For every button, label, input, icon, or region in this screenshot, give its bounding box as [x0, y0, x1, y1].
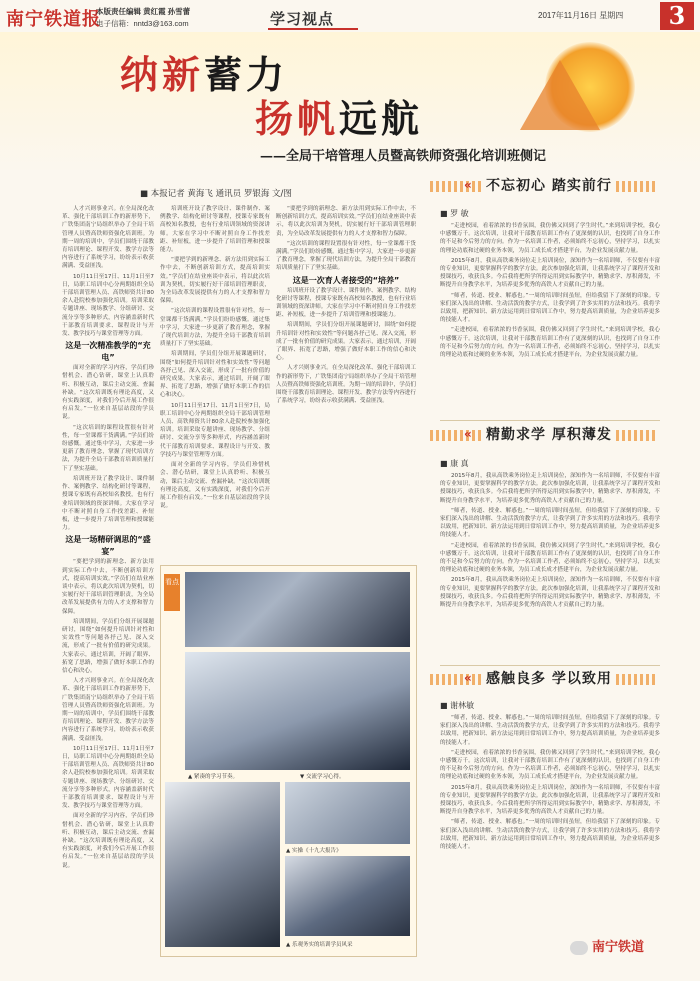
paragraph: 培训期间，学员们分组开展课题研讨，围绕“如何提升培训针对性和实效性”等问题各抒己见、深入交流，形成了一批有价值的研究成果。大家表示，通过培训，开阔了眼界、拓宽了思路，增强了做好本职工作的信心和决心。 [160, 351, 270, 399]
paragraph: “要把学到的新理念、新方法用到实际工作中去，不断创新培训方式，提高培训实效。”学员们在结业座谈中表示，将以此次培训为契机，切实履行好干部培训管理职责，为全局改革发展提供有力的人才支撑和智力保障。 [160, 257, 270, 305]
paragraph: “要把学到的新理念、新方法用到实际工作中去，不断创新培训方式，提高培训实效。”学员们在结业座谈中表示，将以此次培训为契机，切实履行好干部培训管理职责，为全局改革发展提供有力的人才支撑和智力保障。 [276, 206, 416, 237]
paragraph: 面对全新的学习内容，学员们珍惜机会、潜心钻研，课堂上认真聆听、积极互动，课后主动交流、查漏补缺。“这次培训既有理论高度，又有实践深度，对我们今后开展工作很有启发。”一位来自基层站段的学员说。 [62, 365, 154, 421]
caption-4: ▲ 乐观务实的培训学员风采 [286, 940, 410, 948]
paragraph: 培训期间，学员们分组开展课题研讨，围绕“如何提升培训针对性和实效性”等问题各抒己见、深入交流，形成了一批有价值的研究成果。大家表示，通过培训，开阔了眼界、拓宽了思路，增强了做好本职工作的信心和决心。 [276, 322, 416, 362]
headline-line-1: 纳新蓄力 [120, 52, 289, 97]
divider [440, 665, 660, 666]
chevron-icon: « [464, 178, 472, 192]
paragraph: 培训班开设了教学设计、课件制作、案例教学、结构化研讨等课程，授课专家既有高校知名教授，也有行业培训领域的资深讲师。大家在学习中不断对照自身工作找差距、补短板，进一步提升了培训管理和授课能力。 [276, 287, 416, 319]
paragraph: 人才兴则事业兴。在全局深化改革、强化干部培训工作的新形势下，广铁集团南宁局组织举办了全局干培管理人员暨高铁师资强化培训班。为期一周的培训中，学员们围绕干部教育培训理论、课程开发、教学方法等内容进行了系统学习，纷纷表示收获满满、受益匪浅。 [62, 678, 154, 742]
right-heading-3: « 感触良多 学以致用 [430, 668, 656, 690]
right-text-2: 2015年8月，我从高铁乘务岗位走上培训岗位，深知作为一名培训师，不仅要有丰富的专业知识，更要掌握科学的教学方法。此次参加强化培训，让我系统学习了课程开发和授课技巧，收获良多。今后我将把所学所得运用到实际教学中，精勤求学、厚积薄发，不断提升自身教学水平，为培养更多优秀的高铁人才贡献自己的力量。 “师者，传道、授业、解惑也。”一周的培训时间虽短，但给我留下了深刻的印象。专家们深入浅出的讲解、生动活泼的教学方式，让我学到了许多实用的方法和技巧。我将学以致用，把新知识、新方法运用到日常培训工作中，努力提高培训质量，为企业培养更多的技能人才。 “走进校园，看着浓浓的书香氛围，我仿佛又回到了学生时代。”来到培训学校，我心中感慨万千。这次培训，让我对干部教育培训工作有了更深刻的认识，也找到了自身工作的不足和今后努力的方向。作为一名培训工作者，必须始终不忘初心，坚持学习，以扎实的理论功底和过硬的业务本领，为员工成长成才搭建平台，为企业发展贡献力量。 2015年8月，我从高铁乘务岗位走上培训岗位，深知作为一名培训师，不仅要有丰富的专业知识，更要掌握科学的教学方法。此次参加强化培训，让我系统学习了课程开发和授课技巧，收获良多。今后我将把所学所得运用到实际教学中，精勤求学、厚积薄发，不断提升自身教学水平，为培养更多优秀的高铁人才贡献自己的力量。 [440, 473, 660, 609]
author-2: ■ 康 真 [440, 459, 469, 468]
paragraph: 面对全新的学习内容，学员们珍惜机会、潜心钻研，课堂上认真聆听、积极互动，课后主动交流、查漏补缺。“这次培训既有理论高度，又有实践深度，对我们今后开展工作很有启发。”一位来自基层站段的学员说。 [62, 813, 154, 869]
paragraph: 10月11日至17日、11月1日至7日，局职工培训中心分两期组织全局干部培训管理人员、高铁师资共计80余人赴院校参加强化培训。培训采取专题讲座、现场教学、分组研讨、交流分享等多种形式，内容涵盖新时代干部教育培训要求、课程设计与开发、教学技巧与课堂管理等方面。 [62, 273, 154, 338]
author-3: ■ 谢林敏 [440, 701, 475, 710]
paragraph: 人才兴则事业兴。在全局深化改革、强化干部培训工作的新形势下，广铁集团南宁局组织举办了全局干培管理人员暨高铁师资强化培训班。为期一周的培训中，学员们围绕干部教育培训理论、课程开发、教学方法等内容进行了系统学习，纷纷表示收获满满、受益匪浅。 [62, 206, 154, 270]
paragraph: 人才兴则事业兴。在全局深化改革、强化干部培训工作的新形势下，广铁集团南宁局组织举办了全局干培管理人员暨高铁师资强化培训班。为期一周的培训中，学员们围绕干部教育培训理论、课程开发、教学方法等内容进行了系统学习，纷纷表示收获满满、受益匪浅。 [276, 365, 416, 405]
wechat-icon [570, 941, 588, 955]
group-photo [285, 856, 410, 936]
speaker-photo [165, 782, 280, 947]
article-subhead-1: 这是一次精准教学的“充电” [65, 341, 151, 363]
paragraph: 培训期间，学员们分组开展课题研讨，围绕“如何提升培训针对性和实效性”等问题各抒己见、深入交流，形成了一批有价值的研究成果。大家表示，通过培训，开阔了眼界、拓宽了思路，增强了做好本职工作的信心和决心。 [62, 618, 154, 674]
headline-line-2: 扬帆远航 [255, 96, 424, 141]
paragraph: “这次培训的课程设置很有针对性，每一堂课都干货满满。”学员们纷纷感慨。通过集中学习，大家进一步更新了教育理念，掌握了现代培训方法，为提升全局干部教育培训质量打下了坚实基础。 [276, 240, 416, 272]
paragraph: “这次培训的课程设置很有针对性，每一堂课都干货满满。”学员们纷纷感慨。通过集中学习，大家进一步更新了教育理念，掌握了现代培训方法，为提升全局干部教育培训质量打下了坚实基础。 [160, 308, 270, 348]
sailboat-graphic [520, 60, 600, 130]
article-column-3 [276, 205, 416, 557]
byline: ■ 本报记者 黄海飞 通讯员 罗银海 文/图 [140, 189, 292, 199]
right-heading-2: « 精勤求学 厚积薄发 [430, 424, 656, 446]
photo-tag: 看点 [164, 574, 180, 611]
section-rule [268, 28, 358, 30]
article-subhead-2: 这是一场精研调思的“盛宴” [65, 535, 151, 557]
divider [440, 420, 660, 421]
article-column-2 [160, 205, 270, 557]
article-column-1 [62, 205, 154, 950]
caption-2: ▼ 交流学习心得。 [300, 772, 410, 780]
issue-date: 2017年11月16日 星期四 [538, 11, 624, 20]
student-photo [185, 652, 410, 770]
study-photo [285, 782, 410, 844]
wechat-watermark: 南宁铁道 [570, 936, 644, 955]
paragraph: “要把学到的新理念、新方法用到实际工作中去，不断创新培训方式，提高培训实效。”学员们在结业座谈中表示，将以此次培训为契机，切实履行好干部培训管理职责，为全局改革发展提供有力的人才支撑和智力保障。 [62, 559, 154, 615]
article-subhead-3: 这是一次育人者接受的“培养” [292, 275, 400, 285]
paragraph: 培训班开设了教学设计、课件制作、案例教学、结构化研讨等课程，授课专家既有高校知名教授，也有行业培训领域的资深讲师。大家在学习中不断对照自身工作找差距、补短板，进一步提升了培训管理和授课能力。 [160, 206, 270, 254]
section-title: 学习视点 [270, 10, 335, 28]
paragraph: “这次培训的课程设置很有针对性，每一堂课都干货满满。”学员们纷纷感慨。通过集中学习，大家进一步更新了教育理念，掌握了现代培训方法，为提升全局干部教育培训质量打下了坚实基础。 [62, 424, 154, 472]
paragraph: 面对全新的学习内容，学员们珍惜机会、潜心钻研，课堂上认真聆听、积极互动，课后主动交流、查漏补缺。“这次培训既有理论高度，又有实践深度，对我们今后开展工作很有启发。”一位来自基层站段的学员说。 [160, 462, 270, 510]
caption-1: ▲ 紧凑的学习节奏。 [188, 772, 298, 780]
right-heading-1: « 不忘初心 踏实前行 [430, 175, 656, 197]
page-number: 3 [660, 2, 694, 30]
paragraph: 10月11日至17日、11月1日至7日，局职工培训中心分两期组织全局干部培训管理人员、高铁师资共计80余人赴院校参加强化培训。培训采取专题讲座、现场教学、分组研讨、交流分享等多种形式，内容涵盖新时代干部教育培训要求、课程设计与开发、教学技巧与课堂管理等方面。 [62, 745, 154, 810]
paragraph: 培训班开设了教学设计、课件制作、案例教学、结构化研讨等课程，授课专家既有高校知名教授，也有行业培训领域的资深讲师。大家在学习中不断对照自身工作找差距、补短板，进一步提升了培训管理和授课能力。 [62, 475, 154, 532]
chevron-icon: « [464, 671, 472, 685]
author-1: ■ 罗 敏 [440, 209, 469, 218]
paragraph: 10月11日至17日、11月1日至7日，局职工培训中心分两期组织全局干部培训管理人员、高铁师资共计80余人赴院校参加强化培训。培训采取专题讲座、现场教学、分组研讨、交流分享等多种形式，内容涵盖新时代干部教育培训要求、课程设计与开发、教学技巧与课堂管理等方面。 [160, 402, 270, 458]
classroom-photo [185, 572, 410, 647]
right-text-3: “师者，传道、授业、解惑也。”一周的培训时间虽短，但给我留下了深刻的印象。专家们深入浅出的讲解、生动活泼的教学方式，让我学到了许多实用的方法和技巧。我将学以致用，把新知识、新方法运用到日常培训工作中，努力提高培训质量，为企业培养更多的技能人才。 “走进校园，看着浓浓的书香氛围，我仿佛又回到了学生时代。”来到培训学校，我心中感慨万千。这次培训，让我对干部教育培训工作有了更深刻的认识，也找到了自身工作的不足和今后努力的方向。作为一名培训工作者，必须始终不忘初心，坚持学习，以扎实的理论功底和过硬的业务本领，为员工成长成才搭建平台，为企业发展贡献力量。 2015年8月，我从高铁乘务岗位走上培训岗位，深知作为一名培训师，不仅要有丰富的专业知识，更要掌握科学的教学方法。此次参加强化培训，让我系统学习了课程开发和授课技巧，收获良多。今后我将把所学所得运用到实际教学中，精勤求学、厚积薄发，不断提升自身教学水平，为培养更多优秀的高铁人才贡献自己的力量。 “师者，传道、授业、解惑也。”一周的培训时间虽短，但给我留下了深刻的印象。专家们深入浅出的讲解、生动活泼的教学方式，让我学到了许多实用的方法和技巧。我将学以致用，把新知识、新方法运用到日常培训工作中，努力提高培训质量，为企业培养更多的技能人才。 [440, 715, 660, 851]
right-text-1: “走进校园，看着浓浓的书香氛围，我仿佛又回到了学生时代。”来到培训学校，我心中感慨万千。这次培训，让我对干部教育培训工作有了更深刻的认识，也找到了自身工作的不足和今后努力的方向。作为一名培训工作者，必须始终不忘初心，坚持学习，以扎实的理论功底和过硬的业务本领，为员工成长成才搭建平台，为企业发展贡献力量。 2015年8月，我从高铁乘务岗位走上培训岗位，深知作为一名培训师，不仅要有丰富的专业知识，更要掌握科学的教学方法。此次参加强化培训，让我系统学习了课程开发和授课技巧，收获良多。今后我将把所学所得运用到实际教学中，精勤求学、厚积薄发，不断提升自身教学水平，为培养更多优秀的高铁人才贡献自己的力量。 “师者，传道、授业、解惑也。”一周的培训时间虽短，但给我留下了深刻的印象。专家们深入浅出的讲解、生动活泼的教学方式，让我学到了许多实用的方法和技巧。我将学以致用，把新知识、新方法运用到日常培训工作中，努力提高培训质量，为企业培养更多的技能人才。 “走进校园，看着浓浓的书香氛围，我仿佛又回到了学生时代。”来到培训学校，我心中感慨万千。这次培训，让我对干部教育培训工作有了更深刻的认识，也找到了自身工作的不足和今后努力的方向。作为一名培训工作者，必须始终不忘初心，坚持学习，以扎实的理论功底和过硬的业务本领，为员工成长成才搭建平台，为企业发展贡献力量。 [440, 223, 660, 359]
email-line: 电子信箱：nntd3@163.com [96, 19, 189, 28]
newspaper-logo: 南宁铁道报 [6, 9, 101, 30]
editor-line: 本版责任编辑 黄红霞 孙雪蕾 [96, 7, 191, 16]
headline-subtitle: ——全局干培管理人员暨高铁师资强化培训班侧记 [260, 149, 547, 164]
caption-3: ▲ 实操《十九大报告》 [286, 846, 410, 854]
chevron-icon: « [464, 427, 472, 441]
